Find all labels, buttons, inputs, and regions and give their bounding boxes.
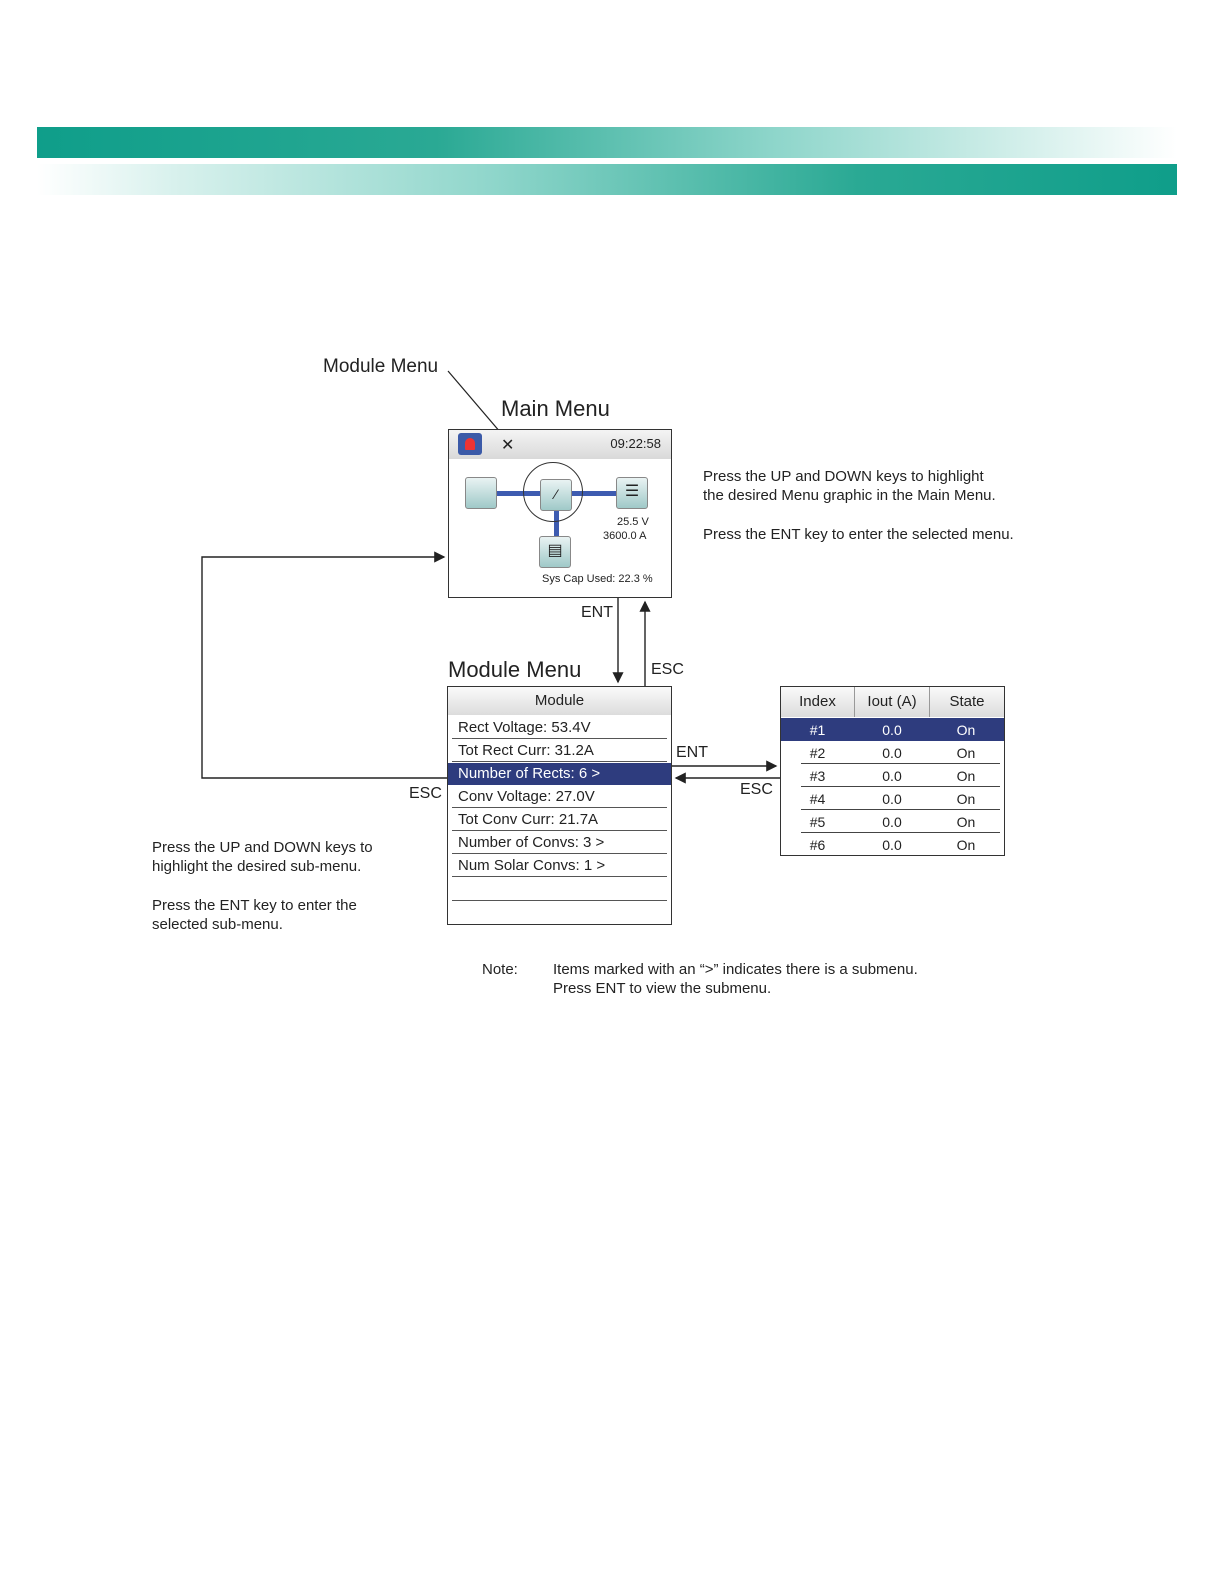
table-row[interactable]: #3 0.0 On	[781, 764, 1004, 787]
column-header: Index	[781, 687, 855, 717]
current-readout: 3600.0 A	[603, 530, 647, 542]
ac-dc-source-icon[interactable]	[465, 477, 497, 509]
main-instructions: Press the UP and DOWN keys to highlight the desired Menu graphic in the Main Menu. Press the ENT key to enter the selected menu.	[703, 468, 1014, 543]
module-item[interactable]: Rect Voltage: 53.4V	[452, 717, 667, 739]
module-item[interactable]: Conv Voltage: 27.0V	[452, 786, 667, 808]
table-row[interactable]: #6 0.0 On	[809, 837, 976, 853]
table-row[interactable]: #1 0.0 On	[781, 718, 1004, 741]
voltage-readout: 25.5 V	[617, 516, 649, 528]
ent-down-label: ENT	[581, 604, 613, 621]
status-bar	[449, 430, 671, 459]
module-instructions: Press the UP and DOWN keys to highlight the desired sub-menu. Press the ENT key to enter the selected sub-menu.	[152, 839, 373, 933]
rectifier-table	[780, 686, 1005, 856]
module-item[interactable]: Tot Conv Curr: 21.7A	[452, 809, 667, 831]
module-header: Module	[448, 687, 671, 715]
column-header: State	[930, 687, 1004, 717]
column-header: Iout (A)	[855, 687, 930, 717]
module-item[interactable]: Tot Rect Curr: 31.2A	[452, 740, 667, 762]
module-menu-title: Module Menu	[448, 657, 582, 682]
note-text: Items marked with an “>” indicates there is a submenu. Press ENT to view the submenu.	[553, 961, 918, 997]
table-row[interactable]: #4 0.0 On	[781, 787, 1004, 810]
clock: 09:22:58	[610, 436, 661, 451]
alarm-icon[interactable]	[458, 433, 482, 455]
distribution-icon[interactable]: ☰	[616, 477, 648, 509]
module-menu-screen	[447, 686, 672, 925]
module-item-empty	[452, 879, 667, 901]
esc-loop-arrow	[202, 557, 447, 778]
wrench-icon[interactable]: ✕	[501, 437, 515, 454]
table-row[interactable]: #2 0.0 On	[781, 741, 1004, 764]
module-item[interactable]: Number of Convs: 3 >	[452, 832, 667, 854]
esc-left-label: ESC	[740, 781, 773, 798]
table-row[interactable]: #5 0.0 On	[781, 810, 1004, 833]
module-menu-callout: Module Menu	[323, 356, 439, 377]
sys-cap-readout: Sys Cap Used: 22.3 %	[542, 573, 653, 585]
esc-loop-label: ESC	[409, 785, 442, 802]
esc-up-label: ESC	[651, 661, 684, 678]
ent-right-label: ENT	[676, 744, 708, 761]
module-item-selected[interactable]: Number of Rects: 6 >	[448, 763, 671, 785]
rectifier-icon[interactable]: ⁄	[540, 479, 572, 511]
module-item[interactable]: Num Solar Convs: 1 >	[452, 855, 667, 877]
battery-icon[interactable]: ▤	[539, 536, 571, 568]
note-label: Note:	[482, 961, 518, 978]
main-menu-title: Main Menu	[501, 396, 610, 421]
main-menu-screen	[448, 429, 672, 598]
